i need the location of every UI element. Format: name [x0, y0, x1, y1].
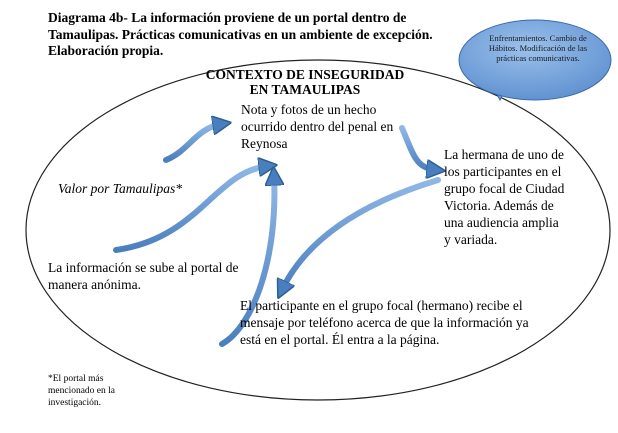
arrow-anonima-to-nota [116, 166, 268, 250]
node-anonima: La información se sube al portal de manera anónima. [48, 260, 239, 292]
node-valor-por-tamaulipas: Valor por Tamaulipas* [58, 181, 183, 196]
arrow-hermana-to-participante [282, 180, 438, 290]
arrow-valor-to-nota [166, 124, 222, 160]
context-label: CONTEXTO DE INSEGURIDAD EN TAMAULIPAS [205, 67, 405, 97]
node-participante: El participante en el grupo focal (hermano) recibe el mensaje por teléfono acerca de que la información ya está en el portal. Él entra a la página. [240, 298, 529, 347]
node-hermana: La hermana de uno de los participantes en el grupo focal de Ciudad Victoria. Además de una audiencia amplia y variada. [444, 147, 565, 247]
arrow-nota-to-hermana [402, 128, 436, 170]
diagram-title: Diagrama 4b- La información proviene de un portal dentro de Tamaulipas. Prácticas comunicativas en un ambiente de excepción. Elaboración propia. [48, 10, 433, 58]
footnote: *El portal más mencionado en la investigación. [48, 374, 116, 408]
callout-text: Enfrentamientos. Cambio de Hábitos. Modificación de las prácticas comunicativas. [488, 33, 588, 63]
node-nota: Nota y fotos de un hecho ocurrido dentro del penal en Reynosa [241, 102, 394, 151]
